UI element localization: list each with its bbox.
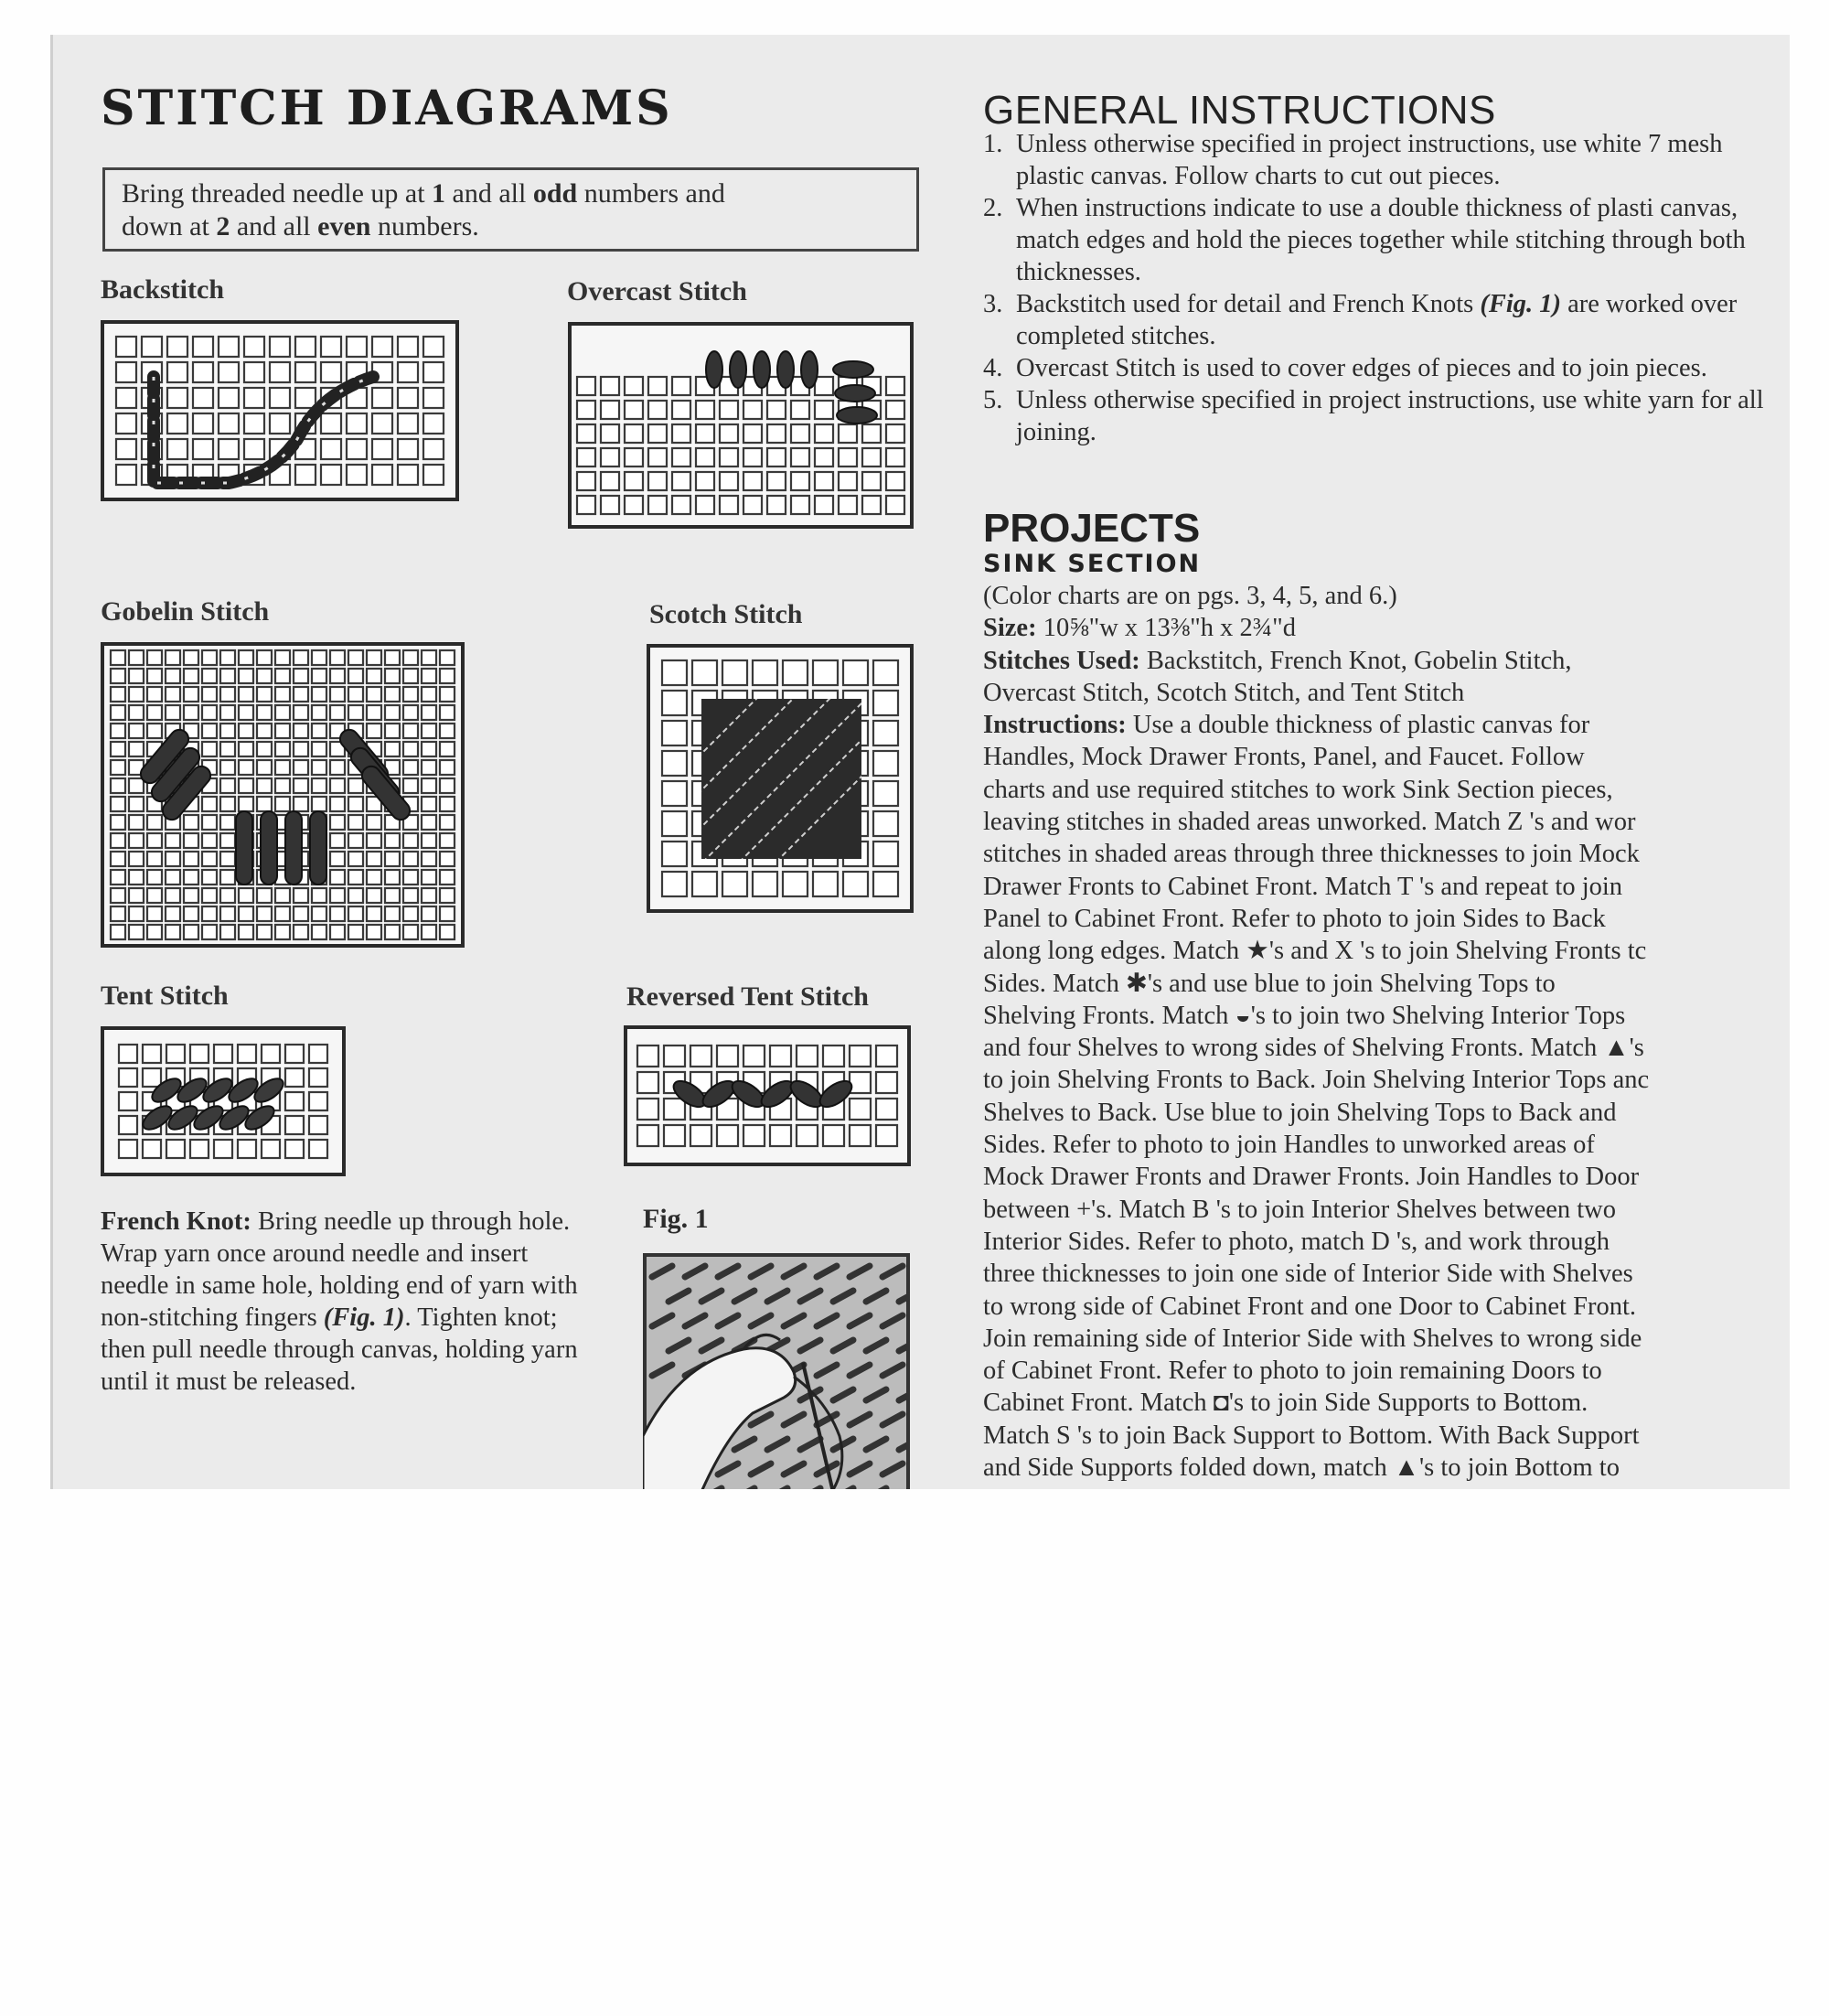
gobelin-stitch-label: Gobelin Stitch — [101, 596, 270, 627]
size-line — [983, 612, 1788, 644]
general-item-text: are worked over completed stitches. — [1016, 290, 1738, 350]
stitch-note-box — [102, 167, 919, 252]
instruction-line: Panel to Cabinet Front. Refer to photo to join Sides to Back — [983, 904, 1606, 933]
instructions-label: Instructions: — [983, 711, 1127, 740]
instruction-line: charts and use required stitches to work Sink Section pieces, — [983, 775, 1613, 804]
instruction-line: Match S 's to join Back Support to Bottom. With Back Support — [983, 1421, 1640, 1450]
instruction-line: Shelving Fronts. Match ◒'s to join two Shelving Interior Tops — [983, 1001, 1626, 1030]
fig1-french-knot-illustration — [643, 1253, 910, 1489]
instruction-line: stitches in shaded areas through three thicknesses to join Mock — [983, 840, 1640, 869]
size-label: Size: — [983, 614, 1037, 643]
instruction-line: to wrong side of Cabinet Front and one Door to Cabinet Front. — [983, 1292, 1636, 1321]
french-knot-body-2: . Tighten knot; then pull needle through canvas, holding yarn until it must be released. — [101, 1303, 578, 1396]
tent-stitch-label: Tent Stitch — [101, 981, 229, 1011]
note-text-1: Bring threaded needle up at — [122, 178, 433, 209]
reversed-tent-stitch-diagram — [624, 1025, 911, 1166]
size-value: 10⅝"w x 13⅜"h x 2¾"d — [1036, 614, 1297, 643]
general-item-5 — [983, 384, 1788, 448]
backstitch-label: Backstitch — [101, 274, 224, 305]
general-item-number: 1. — [983, 130, 1003, 158]
overcast-stitch-diagram — [568, 322, 914, 529]
general-item-3 — [983, 288, 1788, 352]
instructions-line — [983, 709, 1788, 741]
instruction-line: Shelves to Back. Use blue to join Shelving Tops to Back and — [983, 1098, 1617, 1127]
instruction-line: Sides. Refer to photo to join Handles to unworked areas of — [983, 1131, 1595, 1160]
stitch-diagrams-title: STITCH DIAGRAMS — [101, 80, 673, 136]
instruction-line: along long edges. Match ★'s and X 's to join Shelving Fronts tc — [983, 937, 1647, 966]
note-text-3: numbers and — [577, 178, 725, 209]
stitches-line — [983, 645, 1788, 677]
instructions-text — [983, 741, 1788, 1484]
instruction-line: Join remaining side of Interior Side with Shelves to wrong side — [983, 1324, 1642, 1353]
general-item-number: 5. — [983, 386, 1003, 414]
instruction-line: Drawer Fronts to Cabinet Front. Match T 's and repeat to join — [983, 872, 1623, 901]
projects-title: PROJECTS — [983, 506, 1201, 551]
note-text-2: and all — [445, 178, 533, 209]
instruction-line: and four Shelves to wrong sides of Shelving Fronts. Match ▲'s — [983, 1034, 1644, 1063]
general-item-text: Backstitch used for detail and French Knots — [1016, 290, 1481, 318]
french-knot-body: Bring needle up through hole. Wrap yarn once around needle and insert needle in same hole, holding end of yarn with non-stitching fingers — [101, 1207, 578, 1332]
instruction-line: Sides. Match ✱'s and use blue to join Shelving Tops to — [983, 969, 1556, 998]
french-knot-label: French Knot: — [101, 1207, 251, 1236]
instruction-line: to join Shelving Fronts to Back. Join Shelving Interior Tops anc — [983, 1066, 1650, 1095]
instruction-line: Cabinet Front. Match ◘'s to join Side Supports to Bottom. — [983, 1389, 1588, 1418]
general-item-4 — [983, 352, 1788, 384]
stitches-value: Backstitch, French Knot, Gobelin Stitch, — [1139, 646, 1572, 675]
sink-section-title: SINK SECTION — [983, 550, 1202, 578]
instruction-line: and Side Supports folded down, match ▲'s to join Bottom to — [983, 1453, 1620, 1483]
note-text-4: down at — [122, 211, 217, 241]
gobelin-stitch-diagram — [101, 642, 465, 948]
note-text-6: numbers. — [370, 211, 479, 241]
tent-stitch-diagram — [101, 1026, 346, 1176]
instruction-line: leaving stitches in shaded areas unworked. Match Z 's and wor — [983, 808, 1636, 837]
general-item-1 — [983, 128, 1788, 192]
general-item-text: Unless otherwise specified in project instructions, use white 7 mesh plastic canvas. Follow charts to cut out pieces. — [1016, 130, 1723, 190]
general-item-number: 2. — [983, 194, 1003, 222]
instructions-value: Use a double thickness of plastic canvas for — [1126, 711, 1590, 740]
general-instructions-title: GENERAL INSTRUCTIONS — [983, 88, 1496, 133]
instruction-line: Interior Sides. Refer to photo, match D 's, and work through — [983, 1227, 1610, 1256]
general-item-text: When instructions indicate to use a double thickness of plasti canvas, match edges and hold the pieces together while stitching through both thicknesses. — [1016, 194, 1746, 286]
stitches-label: Stitches Used: — [983, 646, 1140, 675]
instruction-line: of Cabinet Front. Refer to photo to join remaining Doors to — [983, 1357, 1602, 1386]
scotch-stitch-diagram — [647, 644, 914, 913]
document-page — [50, 35, 1790, 1489]
french-knot-fig-ref: (Fig. 1) — [323, 1303, 405, 1332]
sink-section-body — [983, 580, 1788, 1484]
instruction-line: three thicknesses to join one side of Interior Side with Shelves — [983, 1260, 1633, 1289]
instruction-line: Mock Drawer Fronts and Drawer Fronts. Join Handles to Door — [983, 1163, 1640, 1192]
general-instructions-list — [983, 128, 1788, 448]
fig1-label: Fig. 1 — [643, 1204, 709, 1234]
overcast-stitch-label: Overcast Stitch — [567, 276, 747, 306]
french-knot-text — [101, 1206, 594, 1398]
note-num-1: 1 — [432, 178, 446, 209]
color-charts-note: (Color charts are on pgs. 3, 4, 5, and 6.) — [983, 582, 1397, 610]
stitches-line-2: Overcast Stitch, Scotch Stitch, and Tent Stitch — [983, 678, 1465, 707]
note-even: even — [317, 211, 371, 241]
instruction-line: Handles, Mock Drawer Fronts, Panel, and Faucet. Follow — [983, 743, 1585, 772]
general-item-text: Overcast Stitch is used to cover edges of pieces and to join pieces. — [1016, 354, 1707, 382]
general-item-text: Unless otherwise specified in project instructions, use white yarn for all joining. — [1016, 386, 1764, 446]
reversed-tent-stitch-label: Reversed Tent Stitch — [626, 981, 869, 1012]
general-item-number: 4. — [983, 354, 1003, 382]
note-text-5: and all — [230, 211, 318, 241]
general-item-fig-ref: (Fig. 1) — [1480, 290, 1562, 318]
note-num-2: 2 — [216, 211, 230, 241]
general-item-number: 3. — [983, 290, 1003, 318]
backstitch-diagram — [101, 320, 459, 501]
note-odd: odd — [532, 178, 578, 209]
scotch-stitch-label: Scotch Stitch — [649, 599, 803, 629]
general-item-2 — [983, 192, 1788, 288]
instruction-line: between +'s. Match B 's to join Interior Shelves between two — [983, 1195, 1616, 1224]
